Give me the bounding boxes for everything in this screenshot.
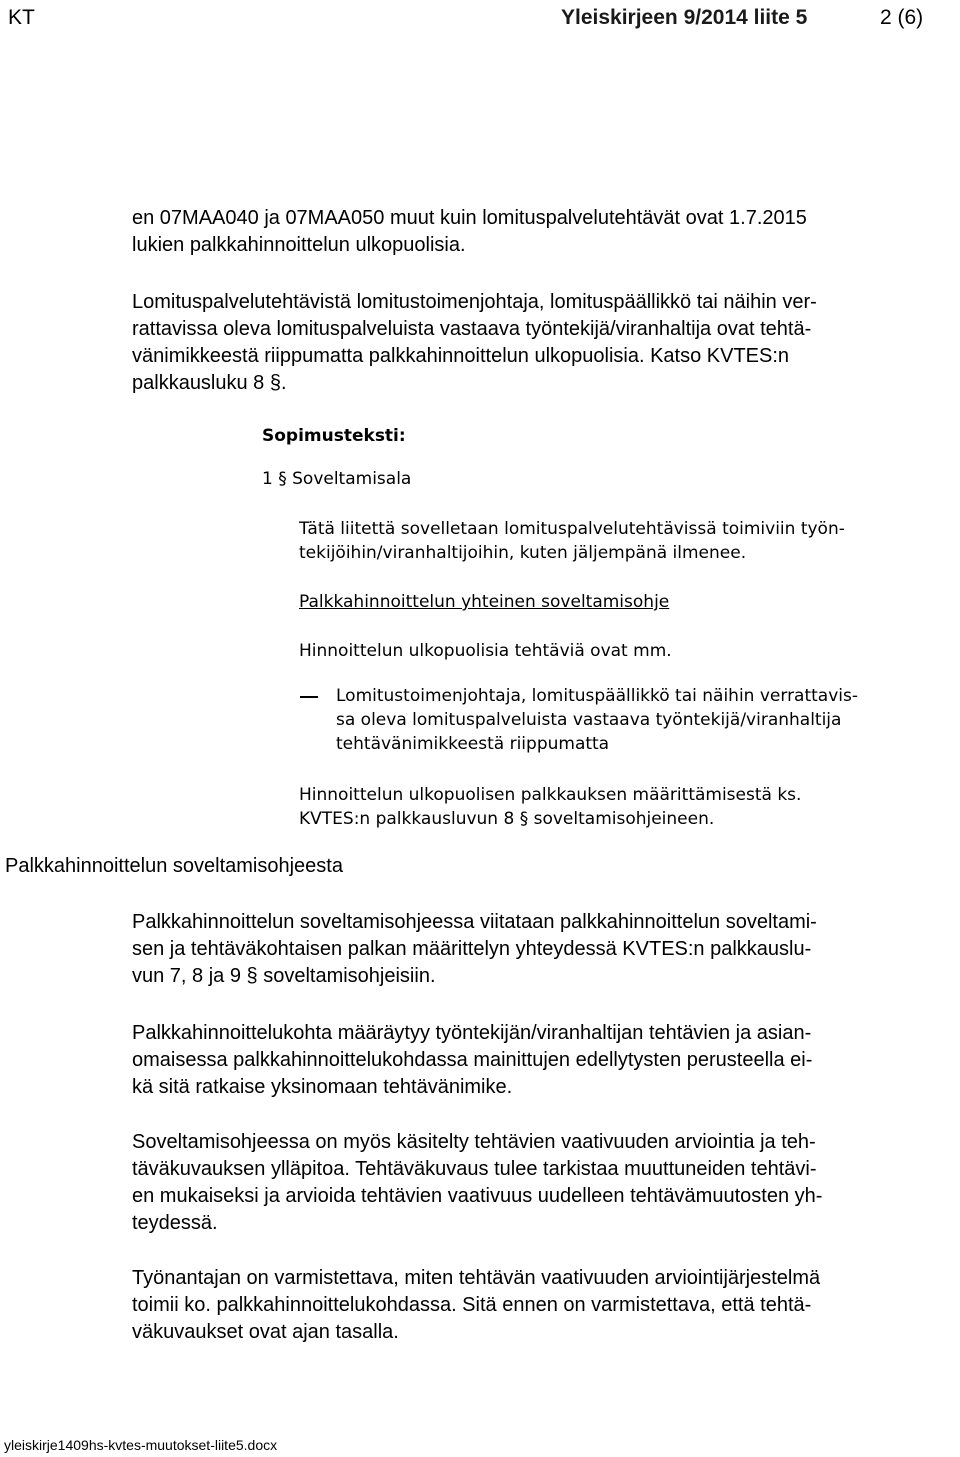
paragraph-line: vun 7, 8 ja 9 § soveltamisohjeisiin.	[132, 965, 436, 987]
bullet-line: Lomitustoimenjohtaja, lomituspäällikkö tai näihin verrattavis-	[336, 686, 858, 706]
intro-line: en 07MAA040 ja 07MAA050 muut kuin lomituspalvelutehtävät ovat 1.7.2015	[132, 207, 807, 229]
body-paragraph	[132, 1129, 822, 1237]
paragraph-line: vänimikkeestä riippumatta palkkahinnoittelun ulkopuolisia. Katso KVTES:n	[132, 345, 790, 367]
body-paragraph	[132, 1020, 812, 1101]
sopimusteksti-heading: Sopimusteksti:	[262, 426, 406, 446]
intro-line: lukien palkkahinnoittelun ulkopuolisia.	[132, 234, 466, 256]
apply-paragraph	[299, 517, 845, 565]
outside-intro: Hinnoittelun ulkopuolisia tehtäviä ovat mm.	[299, 641, 672, 661]
footer-filename: yleiskirje1409hs-kvtes-muutokset-liite5.docx	[4, 1437, 278, 1453]
body-paragraph	[132, 1265, 820, 1346]
intro-text	[132, 205, 807, 259]
guide-title: Palkkahinnoittelun yhteinen soveltamisohje	[299, 592, 670, 612]
paragraph-line: toimii ko. palkkahinnoittelukohdassa. Sitä ennen on varmistettava, että tehtä-	[132, 1294, 812, 1316]
bullet-item	[336, 684, 858, 756]
header-page-number: 2 (6)	[880, 6, 924, 29]
paragraph-line: sen ja tehtäväkohtaisen palkan määrittelyn yhteydessä KVTES:n palkkauslu-	[132, 938, 812, 960]
header-left: KT	[8, 6, 35, 29]
paragraph-line: Hinnoittelun ulkopuolisen palkkauksen määrittämisestä ks.	[299, 785, 802, 805]
paragraph-line: en mukaiseksi ja arvioida tehtävien vaativuus uudelleen tehtävämuutosten yh-	[132, 1185, 823, 1207]
body-paragraph	[132, 909, 817, 990]
header-title: Yleiskirjeen 9/2014 liite 5	[561, 6, 808, 29]
bullet-dash-icon	[300, 696, 318, 698]
paragraph-line: täväkuvauksen ylläpitoa. Tehtäväkuvaus tulee tarkistaa muuttuneiden tehtävi-	[132, 1158, 817, 1180]
paragraph-line: palkkausluku 8 §.	[132, 372, 287, 394]
paragraph-line: Tätä liitettä sovelletaan lomituspalvelutehtävissä toimiviin työn-	[299, 519, 845, 539]
paragraph-line: Palkkahinnoittelun soveltamisohjeessa viitataan palkkahinnoittelun soveltami-	[132, 911, 817, 933]
paragraph-line: väkuvaukset ovat ajan tasalla.	[132, 1321, 399, 1343]
paragraph-line: Työnantajan on varmistettava, miten tehtävän vaativuuden arviointijärjestelmä	[132, 1267, 821, 1289]
paragraph-line: Lomituspalvelutehtävistä lomitustoimenjohtaja, lomituspäällikkö tai näihin ver-	[132, 291, 817, 313]
paragraph-line: Soveltamisohjeessa on myös käsitelty tehtävien vaativuuden arviointia ja teh-	[132, 1131, 816, 1153]
bullet-line: sa oleva lomituspalveluista vastaava työntekijä/viranhaltija	[336, 710, 842, 730]
bullet-line: tehtävänimikkeestä riippumatta	[336, 734, 610, 754]
paragraph-line: teydessä.	[132, 1212, 218, 1234]
paragraph-line: tekijöihin/viranhaltijoihin, kuten jäljempänä ilmenee.	[299, 543, 747, 563]
reference-paragraph	[299, 783, 801, 831]
paragraph-line: KVTES:n palkkausluvun 8 § soveltamisohjeineen.	[299, 809, 715, 829]
paragraph-line: kä sitä ratkaise yksinomaan tehtävänimike.	[132, 1076, 513, 1098]
section-title: 1 § Soveltamisala	[262, 469, 412, 489]
lomitus-paragraph	[132, 289, 817, 397]
side-heading: Palkkahinnoittelun soveltamisohjeesta	[5, 855, 343, 877]
paragraph-line: omaisessa palkkahinnoittelukohdassa mainittujen edellytysten perusteella ei-	[132, 1049, 813, 1071]
paragraph-line: Palkkahinnoittelukohta määräytyy työntekijän/viranhaltijan tehtävien ja asian-	[132, 1022, 812, 1044]
paragraph-line: rattavissa oleva lomituspalveluista vastaava työntekijä/viranhaltija ovat tehtä-	[132, 318, 812, 340]
